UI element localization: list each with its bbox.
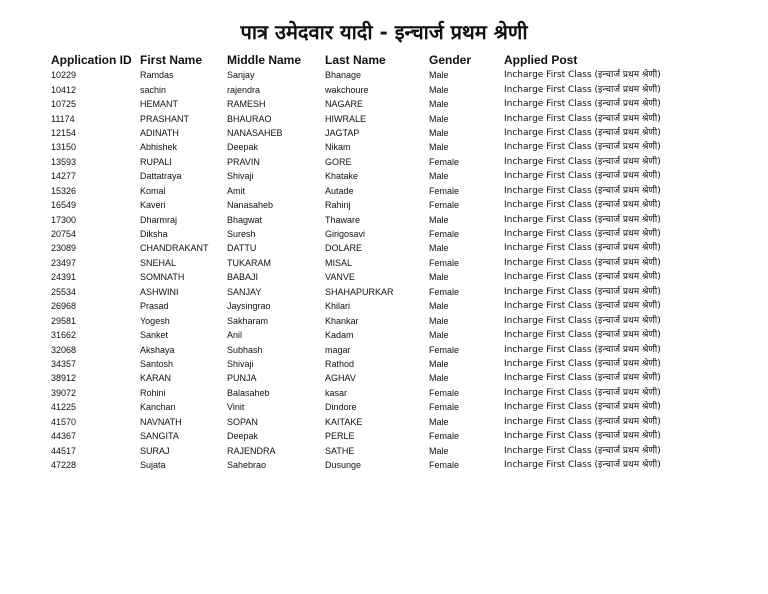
last-name-cell: VANVE (325, 272, 355, 283)
table-row (48, 386, 668, 400)
middle-name-cell: Balasaheb (227, 387, 270, 398)
middle-name-cell: Vinit (227, 402, 245, 413)
gender-cell: Male (429, 113, 449, 124)
application-id-cell: 23089 (51, 243, 77, 254)
header-first-name: First Name (140, 53, 203, 67)
middle-name-cell: BABAJI (227, 272, 259, 283)
application-id-cell: 41225 (51, 402, 77, 413)
gender-cell: Male (429, 243, 449, 254)
application-id-cell: 39072 (51, 387, 77, 398)
middle-name-cell: Anil (227, 330, 243, 341)
last-name-cell: Rathod (325, 358, 355, 369)
middle-name-cell: TUKARAM (227, 257, 272, 268)
application-id-cell: 31662 (51, 330, 77, 341)
table-row (48, 313, 668, 327)
last-name-cell: PERLE (325, 431, 355, 442)
table-row (48, 415, 668, 429)
applied-post-cell: Incharge First Class (इन्चार्ज प्रथम श्रेणी) (504, 272, 661, 283)
applied-post-cell: Incharge First Class (इन्चार्ज प्रथम श्रेणी) (504, 315, 661, 326)
gender-cell: Male (429, 84, 449, 95)
middle-name-cell: RAJENDRA (227, 445, 276, 456)
middle-name-cell: Nanasaheb (227, 200, 274, 211)
first-name-cell: Yogesh (140, 315, 170, 326)
header-last-name: Last Name (325, 53, 386, 67)
first-name-cell: RUPALI (140, 156, 172, 167)
last-name-cell: DOLARE (325, 243, 363, 254)
application-id-cell: 34357 (51, 358, 77, 369)
table-row (48, 371, 668, 385)
middle-name-cell: Deepak (227, 142, 259, 153)
middle-name-cell: Sakharam (227, 315, 269, 326)
table-row (48, 140, 668, 154)
first-name-cell: SANGITA (140, 431, 179, 442)
first-name-cell: Abhishek (140, 142, 178, 153)
table-header-row (48, 52, 668, 68)
application-id-cell: 20754 (51, 229, 77, 240)
last-name-cell: AGHAV (325, 373, 356, 384)
page-title: पात्र उमेदवार यादी - इन्चार्ज प्रथम श्रेणी (240, 20, 528, 44)
applied-post-cell: Incharge First Class (इन्चार्ज प्रथम श्रेणी) (504, 214, 661, 225)
last-name-cell: magar (325, 344, 351, 355)
header-applied-post: Applied Post (504, 53, 578, 67)
last-name-cell: HIWRALE (325, 113, 367, 124)
application-id-cell: 25534 (51, 286, 77, 297)
middle-name-cell: Subhash (227, 344, 263, 355)
gender-cell: Female (429, 387, 460, 398)
table-row (48, 443, 668, 457)
application-id-cell: 23497 (51, 257, 77, 268)
table-row (48, 184, 668, 198)
applied-post-cell: Incharge First Class (इन्चार्ज प्रथम श्रेणी) (504, 243, 661, 254)
gender-cell: Male (429, 330, 449, 341)
middle-name-cell: NANASAHEB (227, 127, 283, 138)
middle-name-cell: Shivaji (227, 171, 254, 182)
header-middle-name: Middle Name (227, 53, 302, 67)
gender-cell: Female (429, 200, 460, 211)
last-name-cell: wakchoure (325, 84, 369, 95)
applied-post-cell: Incharge First Class (इन्चार्ज प्रथम श्रेणी) (504, 70, 661, 81)
middle-name-cell: Amit (227, 185, 245, 196)
last-name-cell: SATHE (325, 445, 355, 456)
applied-post-cell: Incharge First Class (इन्चार्ज प्रथम श्रेणी) (504, 113, 661, 124)
applied-post-cell: Incharge First Class (इन्चार्ज प्रथम श्रेणी) (504, 344, 661, 355)
applied-post-cell: Incharge First Class (इन्चार्ज प्रथम श्रेणी) (504, 358, 661, 369)
application-id-cell: 10229 (51, 70, 77, 81)
last-name-cell: KAITAKE (325, 416, 363, 427)
gender-cell: Male (429, 272, 449, 283)
last-name-cell: NAGARE (325, 99, 364, 110)
table-row (48, 256, 668, 270)
application-id-cell: 29581 (51, 315, 77, 326)
gender-cell: Female (429, 185, 460, 196)
table-row (48, 342, 668, 356)
last-name-cell: Dindore (325, 402, 357, 413)
application-id-cell: 13593 (51, 156, 77, 167)
middle-name-cell: rajendra (227, 84, 261, 95)
last-name-cell: Khankar (325, 315, 359, 326)
application-id-cell: 10725 (51, 99, 77, 110)
table-row (48, 429, 668, 443)
last-name-cell: Thaware (325, 214, 361, 225)
applied-post-cell: Incharge First Class (इन्चार्ज प्रथम श्रेणी) (504, 257, 661, 268)
table-row (48, 111, 668, 125)
first-name-cell: Komal (140, 185, 166, 196)
gender-cell: Male (429, 142, 449, 153)
gender-cell: Female (429, 229, 460, 240)
gender-cell: Male (429, 416, 449, 427)
application-id-cell: 15326 (51, 185, 77, 196)
applied-post-cell: Incharge First Class (इन्चार्ज प्रथम श्रेणी) (504, 229, 661, 240)
applied-post-cell: Incharge First Class (इन्चार्ज प्रथम श्रेणी) (504, 460, 661, 471)
middle-name-cell: Deepak (227, 431, 259, 442)
first-name-cell: Santosh (140, 358, 174, 369)
table-row (48, 212, 668, 226)
middle-name-cell: PUNJA (227, 373, 257, 384)
first-name-cell: PRASHANT (140, 113, 190, 124)
application-id-cell: 10412 (51, 84, 77, 95)
gender-cell: Female (429, 257, 460, 268)
last-name-cell: JAGTAP (325, 127, 360, 138)
candidate-table (48, 52, 668, 472)
first-name-cell: Diksha (140, 229, 168, 240)
gender-cell: Female (429, 460, 460, 471)
table-row (48, 155, 668, 169)
last-name-cell: Khatake (325, 171, 359, 182)
gender-cell: Male (429, 358, 449, 369)
applied-post-cell: Incharge First Class (इन्चार्ज प्रथम श्रेणी) (504, 330, 661, 341)
table-row (48, 97, 668, 111)
applied-post-cell: Incharge First Class (इन्चार्ज प्रथम श्रेणी) (504, 99, 661, 110)
applied-post-cell: Incharge First Class (इन्चार्ज प्रथम श्रेणी) (504, 387, 661, 398)
applied-post-cell: Incharge First Class (इन्चार्ज प्रथम श्रेणी) (504, 200, 661, 211)
middle-name-cell: Bhagwat (227, 214, 263, 225)
application-id-cell: 32068 (51, 344, 77, 355)
table-row (48, 458, 668, 472)
gender-cell: Female (429, 344, 460, 355)
application-id-cell: 11174 (51, 113, 75, 124)
applied-post-cell: Incharge First Class (इन्चार्ज प्रथम श्रेणी) (504, 156, 661, 167)
first-name-cell: ADINATH (140, 127, 179, 138)
applied-post-cell: Incharge First Class (इन्चार्ज प्रथम श्रेणी) (504, 402, 661, 413)
last-name-cell: MISAL (325, 257, 353, 268)
application-id-cell: 44517 (51, 445, 77, 456)
last-name-cell: Autade (325, 185, 354, 196)
table-row (48, 400, 668, 414)
gender-cell: Female (429, 402, 460, 413)
gender-cell: Male (429, 315, 449, 326)
applied-post-cell: Incharge First Class (इन्चार्ज प्रथम श्रेणी) (504, 84, 661, 95)
application-id-cell: 16549 (51, 200, 77, 211)
first-name-cell: SURAJ (140, 445, 170, 456)
gender-cell: Female (429, 156, 460, 167)
gender-cell: Male (429, 373, 449, 384)
table-row (48, 357, 668, 371)
application-id-cell: 24391 (51, 272, 77, 283)
last-name-cell: SHAHAPURKAR (325, 286, 394, 297)
application-id-cell: 14277 (51, 171, 77, 182)
table-row (48, 126, 668, 140)
first-name-cell: Akshaya (140, 344, 175, 355)
header-gender: Gender (429, 53, 472, 67)
gender-cell: Male (429, 171, 449, 182)
table-body (48, 68, 668, 472)
last-name-cell: kasar (325, 387, 348, 398)
gender-cell: Female (429, 431, 460, 442)
middle-name-cell: Sahebrao (227, 460, 267, 471)
table-row (48, 82, 668, 96)
gender-cell: Male (429, 301, 449, 312)
first-name-cell: HEMANT (140, 99, 178, 110)
header-application-id: Application ID (51, 53, 132, 67)
first-name-cell: Dattatraya (140, 171, 182, 182)
applied-post-cell: Incharge First Class (इन्चार्ज प्रथम श्रेणी) (504, 127, 661, 138)
table-row (48, 241, 668, 255)
first-name-cell: sachin (140, 84, 167, 95)
gender-cell: Male (429, 70, 449, 81)
first-name-cell: Rohini (140, 387, 166, 398)
applied-post-cell: Incharge First Class (इन्चार्ज प्रथम श्रेणी) (504, 286, 661, 297)
middle-name-cell: SANJAY (227, 286, 262, 297)
application-id-cell: 13150 (51, 142, 77, 153)
first-name-cell: SOMNATH (140, 272, 185, 283)
gender-cell: Male (429, 445, 449, 456)
table-row (48, 198, 668, 212)
applied-post-cell: Incharge First Class (इन्चार्ज प्रथम श्रेणी) (504, 301, 661, 312)
last-name-cell: Bhanage (325, 70, 362, 81)
table-row (48, 227, 668, 241)
table-row (48, 328, 668, 342)
application-id-cell: 26968 (51, 301, 77, 312)
first-name-cell: Sujata (140, 460, 166, 471)
gender-cell: Female (429, 286, 460, 297)
application-id-cell: 17300 (51, 214, 77, 225)
last-name-cell: GORE (325, 156, 352, 167)
applied-post-cell: Incharge First Class (इन्चार्ज प्रथम श्रेणी) (504, 171, 661, 182)
applied-post-cell: Incharge First Class (इन्चार्ज प्रथम श्रेणी) (504, 445, 661, 456)
first-name-cell: Sanket (140, 330, 169, 341)
middle-name-cell: RAMESH (227, 99, 266, 110)
applied-post-cell: Incharge First Class (इन्चार्ज प्रथम श्रेणी) (504, 431, 661, 442)
last-name-cell: Rahinj (325, 200, 351, 211)
first-name-cell: Kaveri (140, 200, 166, 211)
middle-name-cell: Shivaji (227, 358, 254, 369)
first-name-cell: Dharmraj (140, 214, 178, 225)
table-row (48, 285, 668, 299)
applied-post-cell: Incharge First Class (इन्चार्ज प्रथम श्रेणी) (504, 416, 661, 427)
application-id-cell: 12154 (51, 127, 77, 138)
gender-cell: Male (429, 99, 449, 110)
middle-name-cell: Jaysingrao (227, 301, 271, 312)
application-id-cell: 47228 (51, 460, 77, 471)
table-row (48, 68, 668, 82)
table-row (48, 169, 668, 183)
first-name-cell: ASHWINI (140, 286, 179, 297)
gender-cell: Male (429, 127, 449, 138)
last-name-cell: Khilari (325, 301, 351, 312)
first-name-cell: CHANDRAKANT (140, 243, 209, 254)
first-name-cell: Prasad (140, 301, 169, 312)
last-name-cell: Kadam (325, 330, 354, 341)
middle-name-cell: Suresh (227, 229, 256, 240)
applied-post-cell: Incharge First Class (इन्चार्ज प्रथम श्रेणी) (504, 373, 661, 384)
application-id-cell: 38912 (51, 373, 77, 384)
last-name-cell: Girigosavi (325, 229, 366, 240)
gender-cell: Male (429, 214, 449, 225)
application-id-cell: 44367 (51, 431, 77, 442)
middle-name-cell: SOPAN (227, 416, 258, 427)
application-id-cell: 41570 (51, 416, 77, 427)
middle-name-cell: BHAURAO (227, 113, 272, 124)
middle-name-cell: DATTU (227, 243, 257, 254)
table-row (48, 299, 668, 313)
first-name-cell: Ramdas (140, 70, 174, 81)
table-row (48, 270, 668, 284)
first-name-cell: SNEHAL (140, 257, 177, 268)
last-name-cell: Nikam (325, 142, 351, 153)
first-name-cell: Kanchan (140, 402, 176, 413)
last-name-cell: Dusunge (325, 460, 362, 471)
middle-name-cell: Sanjay (227, 70, 255, 81)
applied-post-cell: Incharge First Class (इन्चार्ज प्रथम श्रेणी) (504, 142, 661, 153)
first-name-cell: NAVNATH (140, 416, 182, 427)
applied-post-cell: Incharge First Class (इन्चार्ज प्रथम श्रेणी) (504, 185, 661, 196)
middle-name-cell: PRAVIN (227, 156, 260, 167)
first-name-cell: KARAN (140, 373, 172, 384)
